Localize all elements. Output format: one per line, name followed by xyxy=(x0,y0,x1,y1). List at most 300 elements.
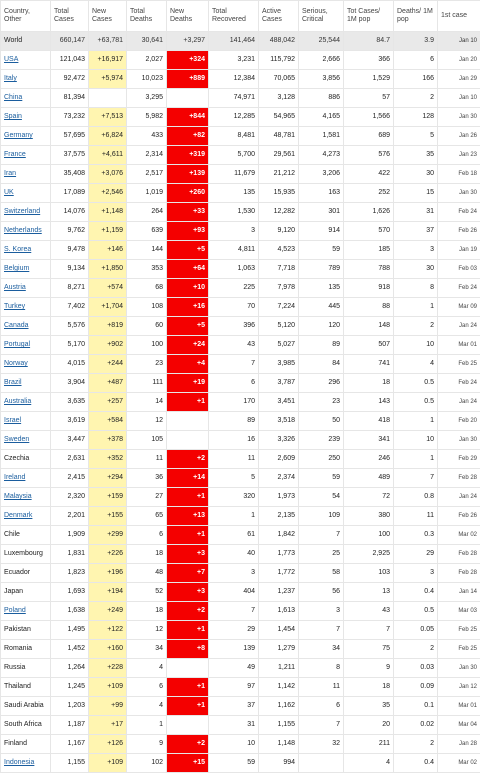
cases-per-million-cell: 20 xyxy=(344,716,394,735)
country-label: Saudi Arabia xyxy=(4,702,44,709)
total-cases-cell: 17,089 xyxy=(51,184,89,203)
cases-per-million-cell: 788 xyxy=(344,260,394,279)
cases-per-million-cell: 246 xyxy=(344,450,394,469)
first-case-date-cell: Jan 24 xyxy=(438,488,480,507)
cases-per-million-cell: 18 xyxy=(344,678,394,697)
new-deaths-cell: +3 xyxy=(167,583,209,602)
serious-critical-cell: 34 xyxy=(299,640,344,659)
country-link[interactable]: Netherlands xyxy=(4,227,42,234)
country-cell xyxy=(1,393,51,412)
first-case-date-cell: Mar 02 xyxy=(438,754,480,773)
country-link[interactable]: Canada xyxy=(4,322,29,329)
column-header[interactable]: 1st case xyxy=(438,1,480,32)
serious-critical-cell: 54 xyxy=(299,488,344,507)
active-cases-cell: 2,374 xyxy=(259,469,299,488)
total-deaths-cell: 3,295 xyxy=(127,89,167,108)
country-link[interactable]: Israel xyxy=(4,417,21,424)
new-cases-cell: +146 xyxy=(89,241,127,260)
table-row xyxy=(1,127,480,146)
first-case-date-cell: Mar 09 xyxy=(438,298,480,317)
first-case-date-cell: Jan 12 xyxy=(438,678,480,697)
country-cell xyxy=(1,70,51,89)
active-cases-cell: 1,613 xyxy=(259,602,299,621)
total-deaths-cell: 2,314 xyxy=(127,146,167,165)
new-deaths-cell: +319 xyxy=(167,146,209,165)
new-cases-cell: +1,148 xyxy=(89,203,127,222)
deaths-per-million-cell: 0.8 xyxy=(394,488,438,507)
cases-per-million-cell: 185 xyxy=(344,241,394,260)
first-case-date-cell: Jan 20 xyxy=(438,51,480,70)
country-cell xyxy=(1,260,51,279)
country-cell xyxy=(1,716,51,735)
table-row xyxy=(1,545,480,564)
serious-critical-cell: 6 xyxy=(299,697,344,716)
total-recovered-cell: 4,811 xyxy=(209,241,259,260)
new-deaths-cell xyxy=(167,412,209,431)
total-cases-cell: 35,408 xyxy=(51,165,89,184)
cases-per-million-cell: 1,626 xyxy=(344,203,394,222)
deaths-per-million-cell: 0.5 xyxy=(394,374,438,393)
new-cases-cell: +196 xyxy=(89,564,127,583)
first-case-date-cell: Feb 18 xyxy=(438,165,480,184)
column-header[interactable]: Active Cases xyxy=(259,1,299,32)
total-recovered-cell: 5 xyxy=(209,469,259,488)
country-cell xyxy=(1,621,51,640)
active-cases-cell: 1,772 xyxy=(259,564,299,583)
total-deaths-cell: 111 xyxy=(127,374,167,393)
country-link[interactable]: Germany xyxy=(4,132,33,139)
serious-critical-cell: 4,273 xyxy=(299,146,344,165)
new-deaths-cell: +33 xyxy=(167,203,209,222)
country-link[interactable]: Turkey xyxy=(4,303,25,310)
new-cases-cell: +155 xyxy=(89,507,127,526)
table-row xyxy=(1,146,480,165)
first-case-date-cell: Mar 04 xyxy=(438,716,480,735)
first-case-date-cell: Feb 28 xyxy=(438,545,480,564)
new-deaths-cell: +8 xyxy=(167,640,209,659)
country-cell xyxy=(1,564,51,583)
total-cases-cell: 1,167 xyxy=(51,735,89,754)
new-deaths-cell xyxy=(167,659,209,678)
serious-critical-cell: 84 xyxy=(299,355,344,374)
country-link[interactable]: Iran xyxy=(4,170,16,177)
table-row xyxy=(1,716,480,735)
new-cases-cell: +574 xyxy=(89,279,127,298)
deaths-per-million-cell: 11 xyxy=(394,507,438,526)
new-deaths-cell: +82 xyxy=(167,127,209,146)
total-deaths-cell: 2,517 xyxy=(127,165,167,184)
cases-per-million-cell: 35 xyxy=(344,697,394,716)
total-deaths-cell: 353 xyxy=(127,260,167,279)
cases-per-million-cell: 4 xyxy=(344,754,394,773)
country-label: Luxembourg xyxy=(4,550,43,557)
country-link[interactable]: Spain xyxy=(4,113,22,120)
total-cases-cell: 1,823 xyxy=(51,564,89,583)
total-recovered-cell: 7 xyxy=(209,602,259,621)
new-deaths-cell xyxy=(167,89,209,108)
table-row xyxy=(1,621,480,640)
total-recovered-cell: 404 xyxy=(209,583,259,602)
country-label: Pakistan xyxy=(4,626,31,633)
total-cases-cell: 1,495 xyxy=(51,621,89,640)
country-label: South Africa xyxy=(4,721,42,728)
active-cases-cell: 15,935 xyxy=(259,184,299,203)
country-link[interactable]: Australia xyxy=(4,398,31,405)
total-deaths-cell: 100 xyxy=(127,336,167,355)
new-deaths-cell: +5 xyxy=(167,241,209,260)
total-cases-cell: 9,762 xyxy=(51,222,89,241)
country-cell xyxy=(1,222,51,241)
new-deaths-cell: +1 xyxy=(167,393,209,412)
first-case-date-cell: Feb 25 xyxy=(438,355,480,374)
active-cases-cell: 115,792 xyxy=(259,51,299,70)
country-cell xyxy=(1,640,51,659)
country-link[interactable]: Switzerland xyxy=(4,208,40,215)
cases-per-million-cell: 507 xyxy=(344,336,394,355)
serious-critical-cell: 23 xyxy=(299,393,344,412)
total-deaths-cell: 2,027 xyxy=(127,51,167,70)
total-deaths-cell: 5,982 xyxy=(127,108,167,127)
first-case-date-cell: Jan 26 xyxy=(438,127,480,146)
table-row xyxy=(1,526,480,545)
country-link[interactable]: Austria xyxy=(4,284,26,291)
new-cases-cell: +122 xyxy=(89,621,127,640)
deaths-per-million-cell: 30 xyxy=(394,260,438,279)
serious-critical-cell: 25,544 xyxy=(299,32,344,51)
cases-per-million-cell: 489 xyxy=(344,469,394,488)
total-recovered-cell: 49 xyxy=(209,659,259,678)
serious-critical-cell: 914 xyxy=(299,222,344,241)
serious-critical-cell: 56 xyxy=(299,583,344,602)
country-link[interactable]: UK xyxy=(4,189,14,196)
active-cases-cell: 1,142 xyxy=(259,678,299,697)
cases-per-million-cell: 43 xyxy=(344,602,394,621)
cases-per-million-cell: 75 xyxy=(344,640,394,659)
table-row xyxy=(1,602,480,621)
country-link[interactable]: France xyxy=(4,151,26,158)
serious-critical-cell: 445 xyxy=(299,298,344,317)
serious-critical-cell: 11 xyxy=(299,678,344,697)
deaths-per-million-cell: 0.4 xyxy=(394,583,438,602)
first-case-date-cell: Feb 24 xyxy=(438,374,480,393)
total-recovered-cell: 11,679 xyxy=(209,165,259,184)
first-case-date-cell: Mar 02 xyxy=(438,526,480,545)
total-deaths-cell: 34 xyxy=(127,640,167,659)
new-deaths-cell: +14 xyxy=(167,469,209,488)
total-deaths-cell: 68 xyxy=(127,279,167,298)
cases-per-million-cell: 741 xyxy=(344,355,394,374)
country-link[interactable]: S. Korea xyxy=(4,246,31,253)
serious-critical-cell: 7 xyxy=(299,716,344,735)
country-link[interactable]: Denmark xyxy=(4,512,32,519)
active-cases-cell: 1,842 xyxy=(259,526,299,545)
total-recovered-cell: 7 xyxy=(209,355,259,374)
cases-per-million-cell: 13 xyxy=(344,583,394,602)
new-deaths-cell: +3,297 xyxy=(167,32,209,51)
country-cell xyxy=(1,697,51,716)
column-header[interactable]: New Deaths xyxy=(167,1,209,32)
first-case-date-cell: Jan 30 xyxy=(438,659,480,678)
total-deaths-cell: 4 xyxy=(127,697,167,716)
active-cases-cell: 3,451 xyxy=(259,393,299,412)
total-recovered-cell: 1 xyxy=(209,507,259,526)
country-cell xyxy=(1,184,51,203)
total-recovered-cell: 12,285 xyxy=(209,108,259,127)
column-header[interactable]: Deaths/ 1M pop xyxy=(394,1,438,32)
column-header[interactable]: Country, Other xyxy=(1,1,51,32)
active-cases-cell: 3,326 xyxy=(259,431,299,450)
first-case-date-cell: Feb 25 xyxy=(438,621,480,640)
first-case-date-cell: Feb 24 xyxy=(438,279,480,298)
serious-critical-cell: 239 xyxy=(299,431,344,450)
country-cell xyxy=(1,507,51,526)
total-deaths-cell: 36 xyxy=(127,469,167,488)
new-deaths-cell: +5 xyxy=(167,317,209,336)
table-row xyxy=(1,165,480,184)
country-cell xyxy=(1,431,51,450)
country-label: Russia xyxy=(4,664,25,671)
total-recovered-cell: 1,063 xyxy=(209,260,259,279)
country-cell xyxy=(1,735,51,754)
country-label: Finland xyxy=(4,740,27,747)
country-link[interactable]: Italy xyxy=(4,75,17,82)
new-deaths-cell: +1 xyxy=(167,678,209,697)
country-link[interactable]: Poland xyxy=(4,607,26,614)
new-cases-cell: +160 xyxy=(89,640,127,659)
total-recovered-cell: 1,530 xyxy=(209,203,259,222)
country-link[interactable]: USA xyxy=(4,56,18,63)
deaths-per-million-cell: 0.4 xyxy=(394,754,438,773)
total-recovered-cell: 5,700 xyxy=(209,146,259,165)
table-row xyxy=(1,222,480,241)
new-cases-cell: +352 xyxy=(89,450,127,469)
cases-per-million-cell: 1,529 xyxy=(344,70,394,89)
total-cases-cell: 5,170 xyxy=(51,336,89,355)
table-row xyxy=(1,488,480,507)
serious-critical-cell: 89 xyxy=(299,336,344,355)
deaths-per-million-cell: 2 xyxy=(394,735,438,754)
country-cell xyxy=(1,526,51,545)
total-cases-cell: 8,271 xyxy=(51,279,89,298)
serious-critical-cell: 135 xyxy=(299,279,344,298)
total-recovered-cell: 135 xyxy=(209,184,259,203)
serious-critical-cell: 3 xyxy=(299,602,344,621)
active-cases-cell: 5,027 xyxy=(259,336,299,355)
serious-critical-cell: 3,856 xyxy=(299,70,344,89)
cases-per-million-cell: 689 xyxy=(344,127,394,146)
first-case-date-cell: Mar 03 xyxy=(438,602,480,621)
active-cases-cell: 1,279 xyxy=(259,640,299,659)
new-deaths-cell: +13 xyxy=(167,507,209,526)
header-row xyxy=(1,1,480,32)
table-row xyxy=(1,469,480,488)
first-case-date-cell: Jan 24 xyxy=(438,393,480,412)
active-cases-cell: 1,162 xyxy=(259,697,299,716)
total-deaths-cell: 9 xyxy=(127,735,167,754)
total-deaths-cell: 27 xyxy=(127,488,167,507)
country-cell xyxy=(1,108,51,127)
deaths-per-million-cell: 29 xyxy=(394,545,438,564)
country-cell xyxy=(1,32,51,51)
active-cases-cell: 2,609 xyxy=(259,450,299,469)
country-cell xyxy=(1,678,51,697)
total-deaths-cell: 1 xyxy=(127,716,167,735)
active-cases-cell: 3,128 xyxy=(259,89,299,108)
deaths-per-million-cell: 15 xyxy=(394,184,438,203)
country-link[interactable]: Belgium xyxy=(4,265,29,272)
active-cases-cell: 1,155 xyxy=(259,716,299,735)
first-case-date-cell: Feb 03 xyxy=(438,260,480,279)
serious-critical-cell: 3,206 xyxy=(299,165,344,184)
cases-per-million-cell: 366 xyxy=(344,51,394,70)
table-row xyxy=(1,754,480,773)
total-deaths-cell: 30,641 xyxy=(127,32,167,51)
first-case-date-cell: Jan 10 xyxy=(438,89,480,108)
country-cell xyxy=(1,545,51,564)
table-row xyxy=(1,184,480,203)
new-cases-cell xyxy=(89,89,127,108)
first-case-date-cell: Feb 26 xyxy=(438,222,480,241)
country-link[interactable]: Indonesia xyxy=(4,759,34,766)
total-recovered-cell: 6 xyxy=(209,374,259,393)
total-recovered-cell: 61 xyxy=(209,526,259,545)
column-header[interactable]: Tot Cases/ 1M pop xyxy=(344,1,394,32)
column-header[interactable]: Total Recovered xyxy=(209,1,259,32)
new-cases-cell: +819 xyxy=(89,317,127,336)
deaths-per-million-cell: 10 xyxy=(394,431,438,450)
serious-critical-cell: 59 xyxy=(299,469,344,488)
first-case-date-cell: Mar 01 xyxy=(438,336,480,355)
first-case-date-cell: Feb 20 xyxy=(438,412,480,431)
cases-per-million-cell: 211 xyxy=(344,735,394,754)
first-case-date-cell: Feb 28 xyxy=(438,469,480,488)
total-recovered-cell: 320 xyxy=(209,488,259,507)
country-link[interactable]: Portugal xyxy=(4,341,30,348)
active-cases-cell: 7,978 xyxy=(259,279,299,298)
country-link[interactable]: China xyxy=(4,94,22,101)
active-cases-cell: 1,454 xyxy=(259,621,299,640)
total-cases-cell: 1,638 xyxy=(51,602,89,621)
new-cases-cell: +5,974 xyxy=(89,70,127,89)
new-cases-cell: +1,159 xyxy=(89,222,127,241)
new-cases-cell: +4,611 xyxy=(89,146,127,165)
country-link[interactable]: Malaysia xyxy=(4,493,32,500)
serious-critical-cell: 120 xyxy=(299,317,344,336)
new-cases-cell: +1,850 xyxy=(89,260,127,279)
country-cell xyxy=(1,355,51,374)
total-deaths-cell: 102 xyxy=(127,754,167,773)
serious-critical-cell: 59 xyxy=(299,241,344,260)
active-cases-cell: 48,781 xyxy=(259,127,299,146)
country-link[interactable]: Ireland xyxy=(4,474,25,481)
cases-per-million-cell: 918 xyxy=(344,279,394,298)
first-case-date-cell: Feb 25 xyxy=(438,640,480,659)
country-label: World xyxy=(4,37,22,44)
active-cases-cell: 5,120 xyxy=(259,317,299,336)
country-cell xyxy=(1,754,51,773)
country-link[interactable]: Sweden xyxy=(4,436,29,443)
total-recovered-cell: 59 xyxy=(209,754,259,773)
total-cases-cell: 9,478 xyxy=(51,241,89,260)
cases-per-million-cell: 148 xyxy=(344,317,394,336)
cases-per-million-cell: 570 xyxy=(344,222,394,241)
new-deaths-cell xyxy=(167,431,209,450)
country-link[interactable]: Brazil xyxy=(4,379,22,386)
total-cases-cell: 5,576 xyxy=(51,317,89,336)
serious-critical-cell: 109 xyxy=(299,507,344,526)
serious-critical-cell: 7 xyxy=(299,621,344,640)
deaths-per-million-cell: 166 xyxy=(394,70,438,89)
deaths-per-million-cell: 0.02 xyxy=(394,716,438,735)
column-header[interactable]: Total Cases xyxy=(51,1,89,32)
new-cases-cell: +249 xyxy=(89,602,127,621)
serious-critical-cell: 301 xyxy=(299,203,344,222)
country-cell xyxy=(1,469,51,488)
cases-per-million-cell: 143 xyxy=(344,393,394,412)
total-cases-cell: 1,909 xyxy=(51,526,89,545)
deaths-per-million-cell: 35 xyxy=(394,146,438,165)
total-cases-cell: 1,245 xyxy=(51,678,89,697)
table-row xyxy=(1,393,480,412)
total-deaths-cell: 108 xyxy=(127,298,167,317)
first-case-date-cell: Jan 24 xyxy=(438,317,480,336)
country-cell xyxy=(1,127,51,146)
deaths-per-million-cell: 8 xyxy=(394,279,438,298)
total-deaths-cell: 12 xyxy=(127,412,167,431)
deaths-per-million-cell: 3.9 xyxy=(394,32,438,51)
new-deaths-cell: +139 xyxy=(167,165,209,184)
country-cell xyxy=(1,602,51,621)
total-cases-cell: 3,904 xyxy=(51,374,89,393)
total-deaths-cell: 264 xyxy=(127,203,167,222)
new-deaths-cell: +1 xyxy=(167,697,209,716)
active-cases-cell: 3,787 xyxy=(259,374,299,393)
deaths-per-million-cell: 6 xyxy=(394,51,438,70)
active-cases-cell: 2,135 xyxy=(259,507,299,526)
cases-per-million-cell: 341 xyxy=(344,431,394,450)
total-recovered-cell: 43 xyxy=(209,336,259,355)
country-label: Japan xyxy=(4,588,23,595)
new-deaths-cell: +2 xyxy=(167,450,209,469)
new-cases-cell: +299 xyxy=(89,526,127,545)
total-cases-cell: 3,619 xyxy=(51,412,89,431)
total-cases-cell: 7,402 xyxy=(51,298,89,317)
total-recovered-cell: 16 xyxy=(209,431,259,450)
new-cases-cell: +109 xyxy=(89,754,127,773)
column-header[interactable]: Serious, Critical xyxy=(299,1,344,32)
total-recovered-cell: 37 xyxy=(209,697,259,716)
table-row xyxy=(1,51,480,70)
country-link[interactable]: Norway xyxy=(4,360,28,367)
country-label: Thailand xyxy=(4,683,31,690)
first-case-date-cell: Jan 23 xyxy=(438,146,480,165)
table-row xyxy=(1,355,480,374)
column-header[interactable]: New Cases xyxy=(89,1,127,32)
serious-critical-cell: 50 xyxy=(299,412,344,431)
total-recovered-cell: 12,384 xyxy=(209,70,259,89)
total-cases-cell: 2,320 xyxy=(51,488,89,507)
column-header[interactable]: Total Deaths xyxy=(127,1,167,32)
serious-critical-cell: 1,581 xyxy=(299,127,344,146)
new-deaths-cell: +24 xyxy=(167,336,209,355)
total-deaths-cell: 6 xyxy=(127,526,167,545)
total-cases-cell: 9,134 xyxy=(51,260,89,279)
active-cases-cell: 994 xyxy=(259,754,299,773)
serious-critical-cell: 250 xyxy=(299,450,344,469)
total-deaths-cell: 23 xyxy=(127,355,167,374)
total-recovered-cell: 70 xyxy=(209,298,259,317)
deaths-per-million-cell: 0.5 xyxy=(394,602,438,621)
